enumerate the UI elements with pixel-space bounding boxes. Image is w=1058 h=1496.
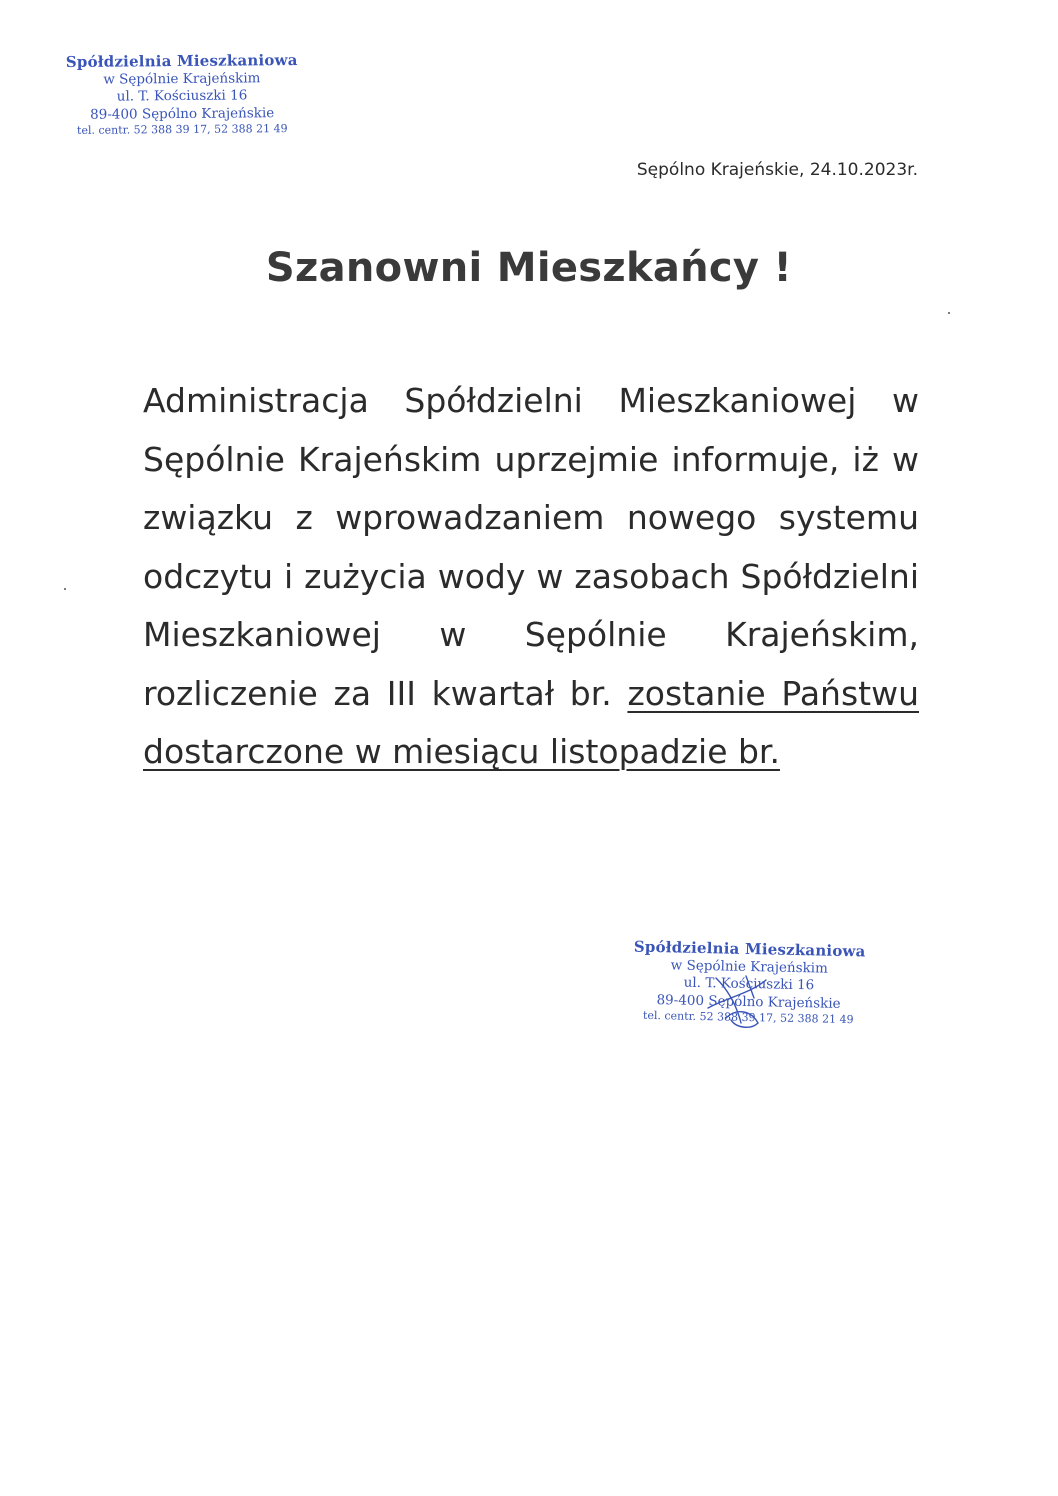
stamp-line-name: Spółdzielnia Mieszkaniowa (65, 50, 298, 72)
date-line: Sępólno Krajeńskie, 24.10.2023r. (636, 160, 918, 180)
stamp-line-phone: tel. centr. 52 388 39 17, 52 388 21 49 (642, 1008, 854, 1027)
stamp-line-city: w Sępólnie Krajeńskim (670, 957, 829, 977)
notice-text: Administracja Spółdzielni Mieszkaniowej w Sępólnie Krajeńskim uprzejmie informuje, iż w związku z wprowadzaniem nowego systemu odczytu i zużycia wody w zasobach Spółdzielni Mieszkaniowej w Sępólnie Krajeńskim, rozliczenie za III kwartał br. (143, 381, 919, 713)
handwritten-signature (696, 968, 786, 1038)
stamp-line-postal: 89-400 Sępólno Krajeńskie (656, 991, 841, 1012)
stamp-line-city: w Sępólnie Krajeńskim (103, 70, 261, 88)
scan-speck (64, 588, 66, 590)
stamp-line-postal: 89-400 Sępólno Krajeńskie (90, 104, 275, 123)
notice-text-underlined: zostanie Państwu dostarczone w miesiącu listopadzie br. (143, 673, 919, 771)
organization-stamp-top (62, 51, 303, 138)
notice-body (143, 372, 919, 782)
scan-speck (948, 312, 950, 314)
stamp-line-street: ul. T. Kościuszki 16 (116, 87, 248, 106)
page-title: Szanowni Mieszkańcy ! (265, 245, 793, 291)
stamp-line-street: ul. T. Kościuszki 16 (683, 975, 815, 994)
stamp-line-name: Spółdzielnia Mieszkaniowa (633, 937, 866, 961)
stamp-line-phone: tel. centr. 52 388 39 17, 52 388 21 49 (76, 122, 288, 137)
